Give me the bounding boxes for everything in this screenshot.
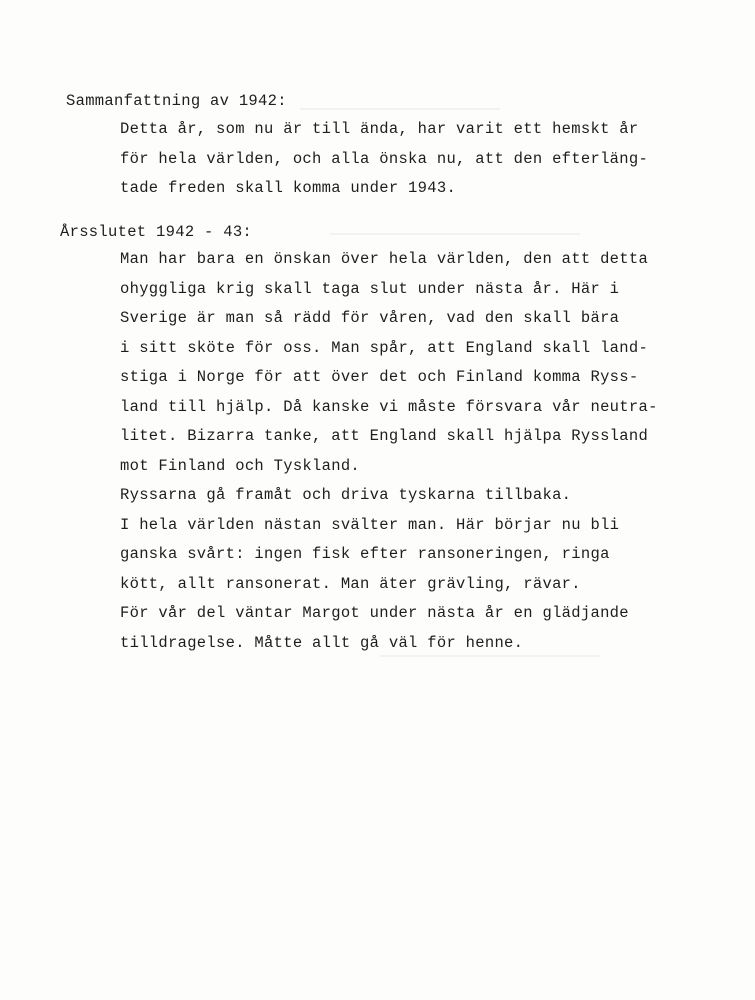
text-line: mot Finland och Tyskland. <box>120 456 361 475</box>
text-line: Ryssarna gå framåt och driva tyskarna tillbaka. <box>120 486 572 504</box>
text-line: I hela världen nästan svälter man. Här börjar nu bli <box>120 515 620 534</box>
text-line: Man har bara en önskan över hela världen, den att detta <box>120 250 649 268</box>
text-line: land till hjälp. Då kanske vi måste försvara vår neutra- <box>120 397 658 416</box>
text-line: Sverige är man så rädd för våren, vad den skall bära <box>120 309 620 327</box>
text-line: tade freden skall komma under 1943. <box>120 179 457 197</box>
text-line: kött, allt ransonerat. Man äter grävling, rävar. <box>120 574 581 593</box>
show-through-mark <box>330 233 580 235</box>
text-line: Detta år, som nu är till ända, har varit ett hemskt år <box>120 120 639 138</box>
text-line: ohyggliga krig skall taga slut under nästa år. Här i <box>120 279 620 298</box>
paragraph-summary <box>120 115 648 204</box>
text-line: litet. Bizarra tanke, att England skall hjälpa Ryssland <box>120 427 649 445</box>
text-line: i sitt sköte för oss. Man spår, att England skall land- <box>120 338 649 357</box>
text-line: för hela världen, och alla önska nu, att den efterläng- <box>120 149 649 168</box>
text-line: ganska svårt: ingen fisk efter ransoneringen, ringa <box>120 545 610 563</box>
paragraph-year-end <box>120 245 658 658</box>
section-heading-summary: Sammanfattning av 1942: <box>66 92 287 110</box>
text-line: stiga i Norge för att över det och Finland komma Ryss- <box>120 368 639 386</box>
show-through-mark <box>300 108 500 110</box>
text-line: För vår del väntar Margot under nästa år en glädjande <box>120 604 629 622</box>
text-line: tilldragelse. Måtte allt gå väl för henne. <box>120 633 524 652</box>
section-heading-year-end: Årsslutet 1942 - 43: <box>60 223 253 241</box>
